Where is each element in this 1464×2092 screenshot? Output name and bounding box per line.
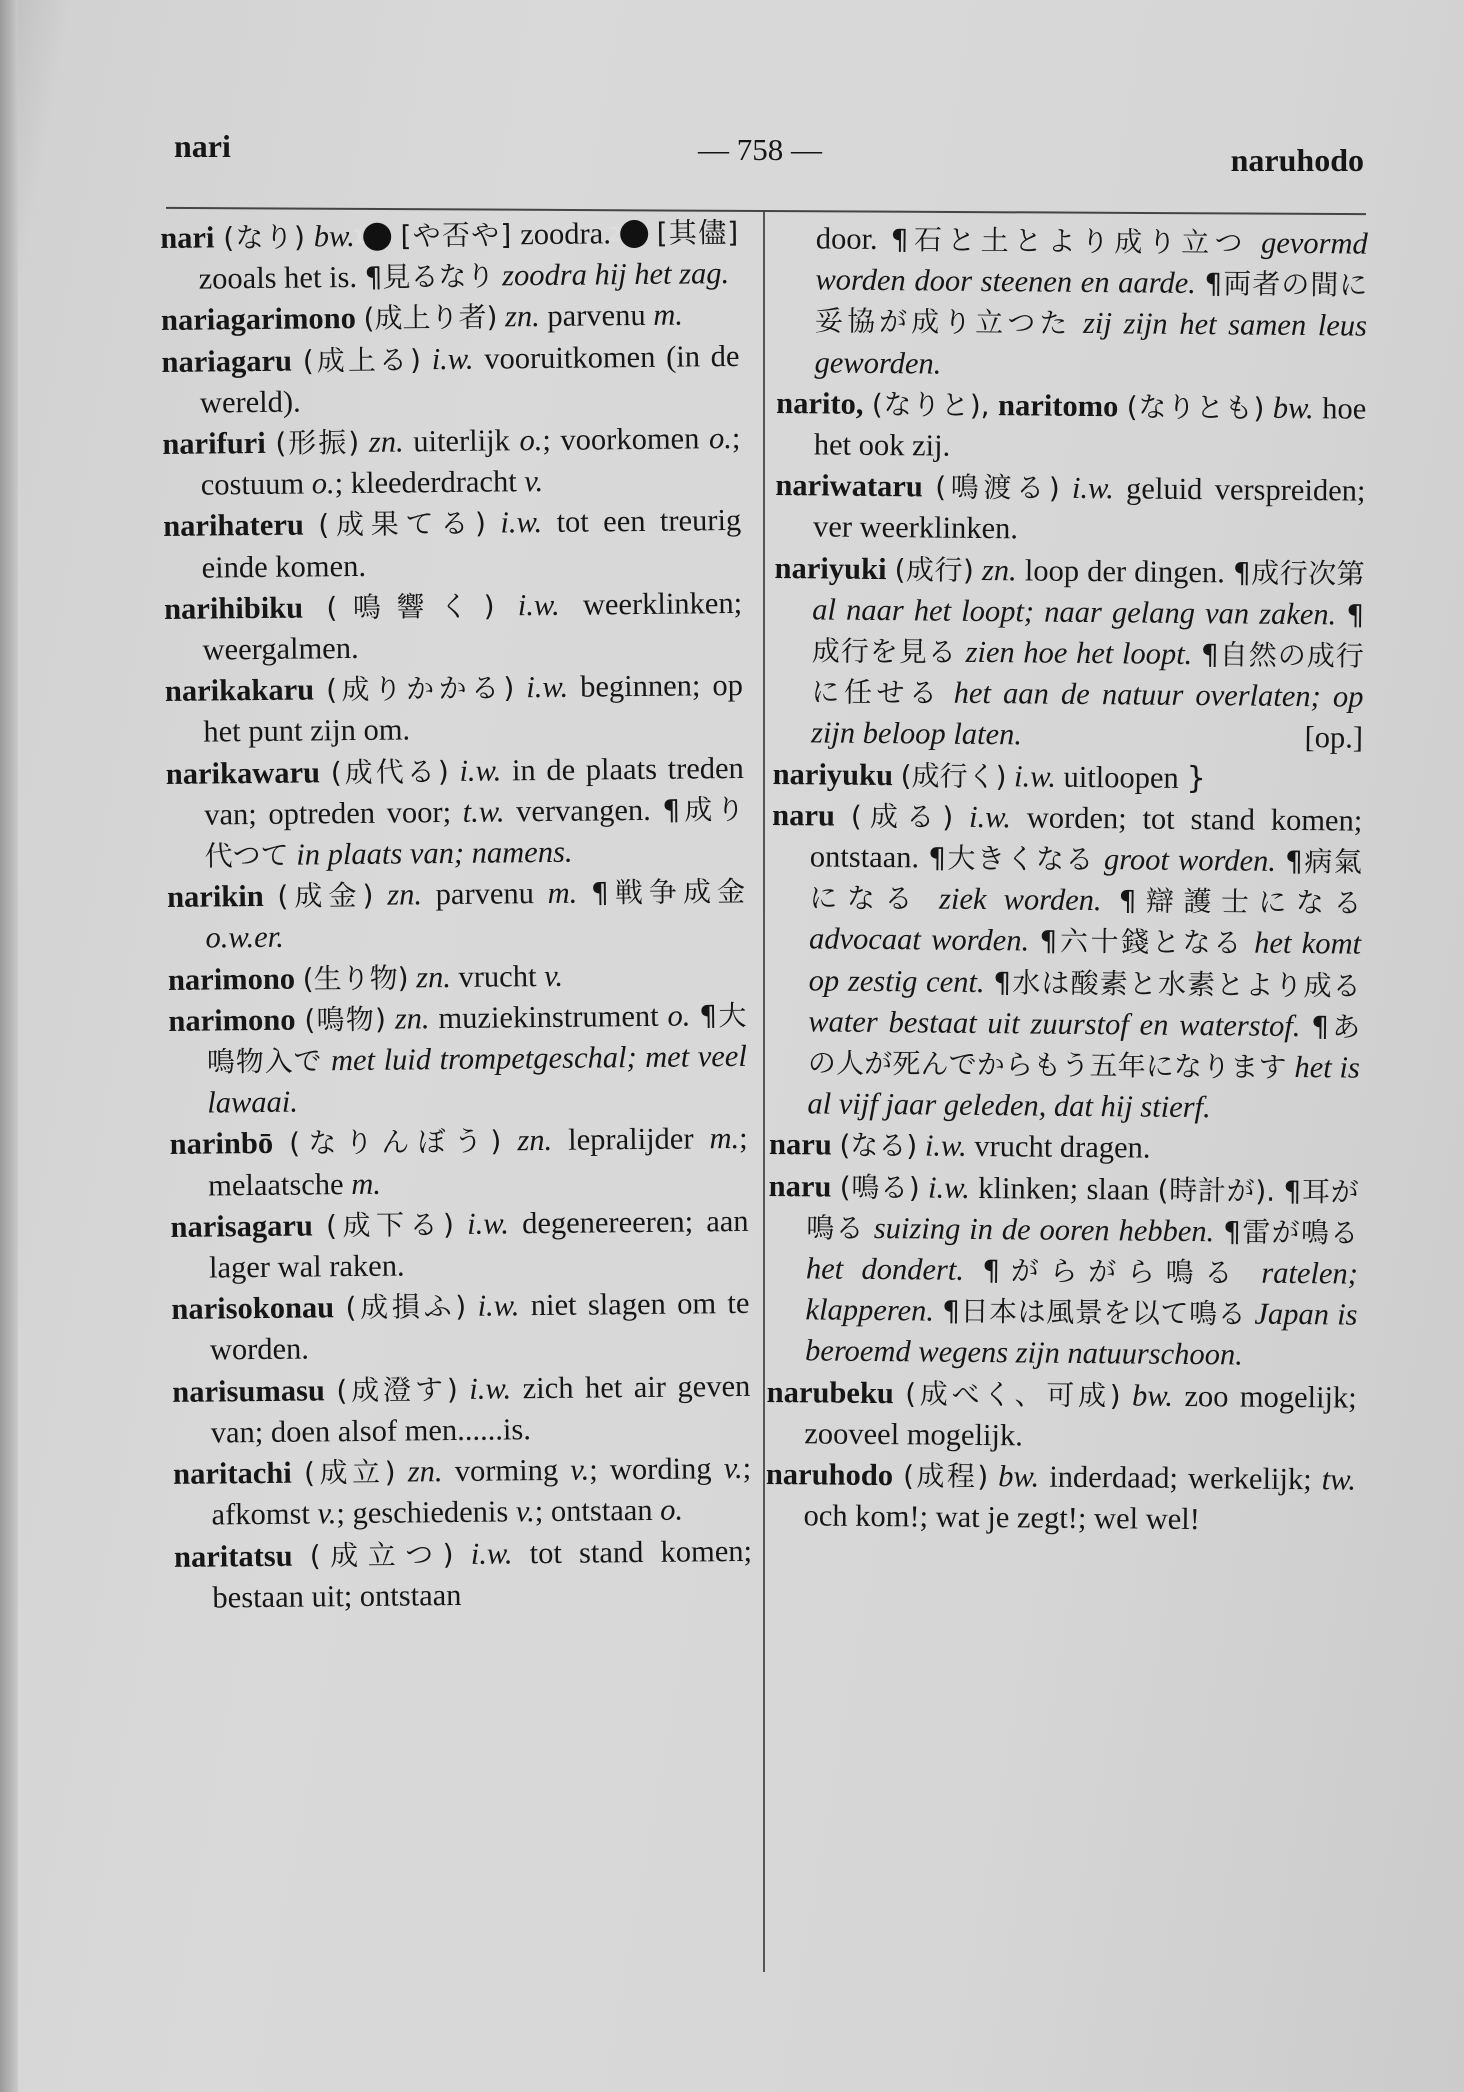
example-translation: o.w.er. [205,920,284,956]
japanese-form: (成果てる) [318,507,487,542]
part-of-speech: i.w. [466,1206,510,1241]
headword: narubeku [766,1374,895,1410]
part-of-speech: i.w. [477,1288,520,1324]
dictionary-entry [163,500,742,588]
dictionary-entry [773,548,1365,760]
japanese-form: (なりと), [871,387,990,422]
part-of-speech: zn. [387,877,423,912]
translation: worden; tot stand komen; ontstaan. [809,800,1363,875]
brace-icon: } [1186,760,1206,796]
headword: naru [768,1127,832,1163]
header-rule [166,207,1366,215]
part-of-speech: i.w. [431,341,474,376]
headword: naritatsu [173,1538,293,1574]
translation: weerklinken; weergalmen. [202,585,743,667]
part-of-speech: i.w. [459,753,502,788]
japanese-form: (成損ふ) [345,1290,467,1325]
japanese-form: (成べく、可成) [905,1376,1121,1413]
japanese-form: (成立つ) [309,1537,454,1573]
part-of-speech: i.w. [1013,758,1057,794]
example-translation: Japan is beroemd wegens zijn natuurschoon. [804,1296,1358,1372]
japanese-form: (成行く) [900,758,1007,793]
translation: zooals het is. [198,260,358,296]
carryover-note: [op.] [1304,720,1364,756]
part-of-speech: i.w. [927,1170,971,1205]
example-japanese: ¶大鳴物入で [206,998,747,1079]
japanese-form: (鳴物) [304,1002,387,1037]
translation: ; voorkomen [542,421,700,458]
dictionary-entry [769,1124,1359,1171]
dictionary-entry [165,665,744,753]
part-of-speech: bw. [313,218,355,254]
dictionary-entry [765,1454,1356,1542]
headword: narihibiku [163,590,304,626]
translation: beginnen; op het punt zijn om. [203,668,744,750]
example-translation: in plaats van; namens. [296,834,573,872]
part-of-speech: i.w. [924,1128,967,1164]
example-japanese: ¶大きくなる [928,841,1096,877]
gender: o. [708,421,733,456]
example-translation: water bestaat uit zuurstof en waterstof. [808,1004,1301,1043]
example-japanese: ¶辯護士になる [1118,884,1362,920]
gender: m. [351,1166,382,1201]
example-japanese: ¶戦争成金 [590,875,746,910]
translation: ; geschiedenis [336,1494,509,1531]
headword: naru [768,1168,832,1204]
japanese-form: [其儘] [656,215,739,250]
headword: narikakaru [164,672,315,709]
translation: vrucht dragen. [974,1129,1151,1166]
gender: o. [660,1492,684,1528]
dictionary-entry [166,748,745,878]
headword: naru [772,797,836,833]
headword: narimono [167,961,296,997]
japanese-form: (鳴響く) [326,589,495,625]
japanese-form: (形振) [275,425,360,460]
japanese-form: [や否や] [400,218,512,253]
japanese-form: (成下る) [325,1207,455,1243]
example-translation: advocaat worden. [808,921,1030,958]
dictionary-entry [160,212,739,300]
dictionary-entry [772,754,1362,801]
part-of-speech: bw. [1272,390,1314,425]
gender: v. [570,1452,590,1487]
example-japanese: ¶あの人が死んでからもう五年になります [807,1010,1361,1084]
headword: nariagarimono [160,301,357,338]
running-head-left: nari [174,128,231,164]
example-japanese: ¶日本は風景を以て鳴る [942,1294,1247,1331]
japanese-form: (時計が). [1157,1173,1276,1208]
dictionary-entry [776,383,1367,471]
example-japanese: ¶がらがら鳴る [982,1254,1244,1290]
example-translation: zien hoe het loopt. [965,634,1193,672]
dictionary-entry [169,1118,748,1206]
example-japanese: ¶耳が鳴る [806,1174,1359,1245]
gender: v. [317,1496,337,1531]
translation: vorming [454,1452,559,1489]
example-japanese: ¶雷が鳴る [1223,1215,1359,1250]
example-japanese: ¶成り代つて [204,792,745,873]
part-of-speech: i.w. [968,799,1012,835]
example-translation: al naar het loopt; naar gelang van zaken. [812,592,1337,632]
gender: v. [515,1494,536,1529]
headword: naritachi [172,1455,292,1492]
translation: ; afkomst [211,1450,752,1532]
continued-entry [776,218,1368,388]
dictionary-entry [161,336,740,424]
japanese-form: (成行) [894,552,975,587]
dictionary-entry [162,418,741,506]
translation: ; costuum [200,420,741,502]
translation: lepralijder [568,1121,694,1158]
dictionary-entry [164,583,743,671]
dictionary-entry [170,1201,749,1289]
example-japanese: ¶見るなり [364,259,495,295]
gender: o. [519,423,543,458]
dictionary-entry [167,871,746,959]
part-of-speech: zn. [368,424,404,459]
dictionary-entry [172,1366,751,1454]
gender: m. [547,875,578,911]
example-translation: het is al vijf jaar geleden, dat hij stierf. [807,1050,1361,1125]
part-of-speech: i.w. [500,505,543,540]
japanese-form: (なる) [839,1129,918,1163]
dictionary-entry [767,1166,1359,1378]
translation: tot stand komen; bestaan uit; ontstaan [212,1533,753,1615]
headword: narimono [168,1002,296,1038]
part-of-speech: t.w. [462,794,505,829]
gender: v. [723,1451,743,1486]
translation: uitloopen [1063,759,1179,795]
example-translation: ziek worden. [938,881,1102,918]
gender: v. [543,958,564,993]
example-japanese: ¶両者の間に妥協が成り立つた [814,267,1368,341]
dictionary-entry [766,1372,1357,1460]
running-head-right: naruhodo [1230,142,1364,178]
japanese-form: (成立) [303,1455,396,1490]
translation: zoodra. [520,216,612,252]
translation: in de plaats treden van; optreden voor; [204,750,745,832]
part-of-speech: bw. [1131,1378,1174,1413]
japanese-form: (成程) [902,1459,989,1494]
translation: vervangen. [515,792,651,829]
example-japanese: ¶石と土とより成り立つ [890,223,1249,260]
example-translation: het komt op zestig cent. [808,926,1362,999]
gender: m. [709,1121,740,1156]
dictionary-entry [769,795,1362,1130]
japanese-form: (成代る) [330,754,449,789]
headword: narihateru [163,507,305,544]
example-japanese: ¶水は酸素と水素とより成る [993,965,1361,1003]
dictionary-entry [161,294,739,341]
japanese-form: (成る) [850,799,954,834]
example-translation: het aan de natuur overlaten; op zijn beloop laten. [810,675,1364,752]
part-of-speech: zn. [517,1123,553,1158]
headword: narisagaru [170,1208,314,1244]
example-translation: ratelen; klapperen. [805,1255,1359,1328]
headword: nariyuki [774,550,887,586]
page-number: — 758 — [698,132,822,167]
sense-number-icon: 1 [363,223,391,251]
part-of-speech: bw. [998,1459,1040,1494]
dictionary-entry [168,995,747,1125]
part-of-speech: i.w. [470,1535,513,1571]
dictionary-entry [171,1283,750,1371]
japanese-form: (鳴渡る) [934,470,1060,505]
part-of-speech: zn. [981,552,1017,587]
japanese-form: (成りかかる) [325,671,515,707]
japanese-form: (成金) [277,879,374,914]
translation: och kom!; wat je zegt!; wel wel! [803,1498,1201,1537]
gender: v. [524,464,544,499]
part-of-speech: tw. [1321,1462,1357,1497]
translation: klinken; slaan [978,1170,1150,1207]
part-of-speech: zn. [504,299,540,334]
page-gutter-shadow [0,0,18,2092]
headword: narisokonau [171,1290,335,1327]
japanese-form: (成上り者) [363,300,498,336]
translation: vooruitkomen (in de wereld). [199,338,740,420]
japanese-form: (なり) [223,220,306,255]
example-translation: zoodra hij het zag. [501,256,730,293]
part-of-speech: zn. [407,1454,443,1489]
translation: parvenu [435,876,535,912]
translation: door. [815,221,878,256]
example-japanese: ¶六十錢となる [1039,924,1245,960]
example-translation: met luid trompetgeschal; met veel lawaai. [207,1038,748,1120]
translation: parvenu [547,298,646,334]
headword: nariyuku [772,756,894,792]
page-header [174,128,1364,178]
headword: narikawaru [165,754,321,791]
gender: o. [667,998,691,1033]
part-of-speech: zn. [415,959,452,995]
japanese-form: (成上る) [302,342,422,378]
part-of-speech: i.w. [517,587,560,623]
headword: narifuri [162,425,266,462]
headword: narito, [776,385,864,421]
left-column [160,212,753,1619]
translation: niet slagen om te worden. [209,1286,750,1368]
translation: hoe het ook zij. [813,391,1367,463]
dictionary-entry [174,1530,753,1618]
dictionary-entry [168,954,746,1001]
translation: zich het air geven van; doen alsof men......is. [210,1368,751,1450]
example-translation: zij zijn het samen leus geworden. [814,306,1368,381]
headword: nari [160,220,215,255]
example-japanese: ¶成行を見る [811,598,1365,669]
headword: narisumasu [172,1373,326,1409]
japanese-form: (成澄す) [336,1372,458,1407]
translation: degenereeren; aan lager wal raken. [208,1203,749,1285]
example-translation: suizing in de ooren hebben. [873,1210,1215,1249]
part-of-speech: zn. [394,1001,430,1036]
headword-variant: naritomo [997,387,1119,424]
translation: muziekinstrument [438,998,659,1035]
japanese-form: (鳴る) [839,1170,920,1205]
example-japanese: ¶病氣になる [809,844,1362,916]
example-japanese: ¶成行次第 [1232,556,1365,591]
gender: o. [311,466,335,501]
translation: inderdaad; werkelijk; [1049,1459,1312,1497]
japanese-form: (生り物) [302,961,409,996]
translation: vrucht [458,958,537,994]
column-divider [763,212,765,1972]
example-translation: gevormd worden door steenen en aarde. [815,225,1368,301]
translation: ; kleederdracht [334,464,517,501]
translation: ; melaatsche [207,1121,748,1203]
part-of-speech: i.w. [1071,471,1115,506]
japanese-form: (なりとも) [1126,390,1265,425]
headword: nariagaru [161,343,293,379]
right-column [765,218,1368,1542]
sense-number-icon: 2 [620,220,648,248]
headword: narinbō [169,1126,274,1162]
part-of-speech: i.w. [469,1371,512,1406]
translation: loop der dingen. [1024,553,1226,589]
part-of-speech: i.w. [526,669,569,705]
headword: narikin [166,879,264,915]
gender: m. [653,297,684,333]
dictionary-entry [173,1448,752,1536]
translation: uiterlijk [413,423,511,459]
translation: zoo mogelijk; zooveel mogelijk. [804,1378,1357,1453]
example-translation: het dondert. [805,1251,965,1287]
dictionary-entry [775,465,1366,553]
translation: ; wording [589,1451,712,1487]
japanese-form: (なりんぼう) [288,1124,502,1161]
translation: geluid verspreiden; ver weerklinken. [812,471,1366,546]
headword: nariwataru [775,468,924,504]
example-translation: groot worden. [1103,842,1277,878]
translation: ; ontstaan [534,1493,653,1529]
translation: tot een treurig einde komen. [201,503,742,585]
example-japanese: ¶自然の成行に任せる [811,638,1364,710]
headword: naruhodo [765,1457,894,1493]
